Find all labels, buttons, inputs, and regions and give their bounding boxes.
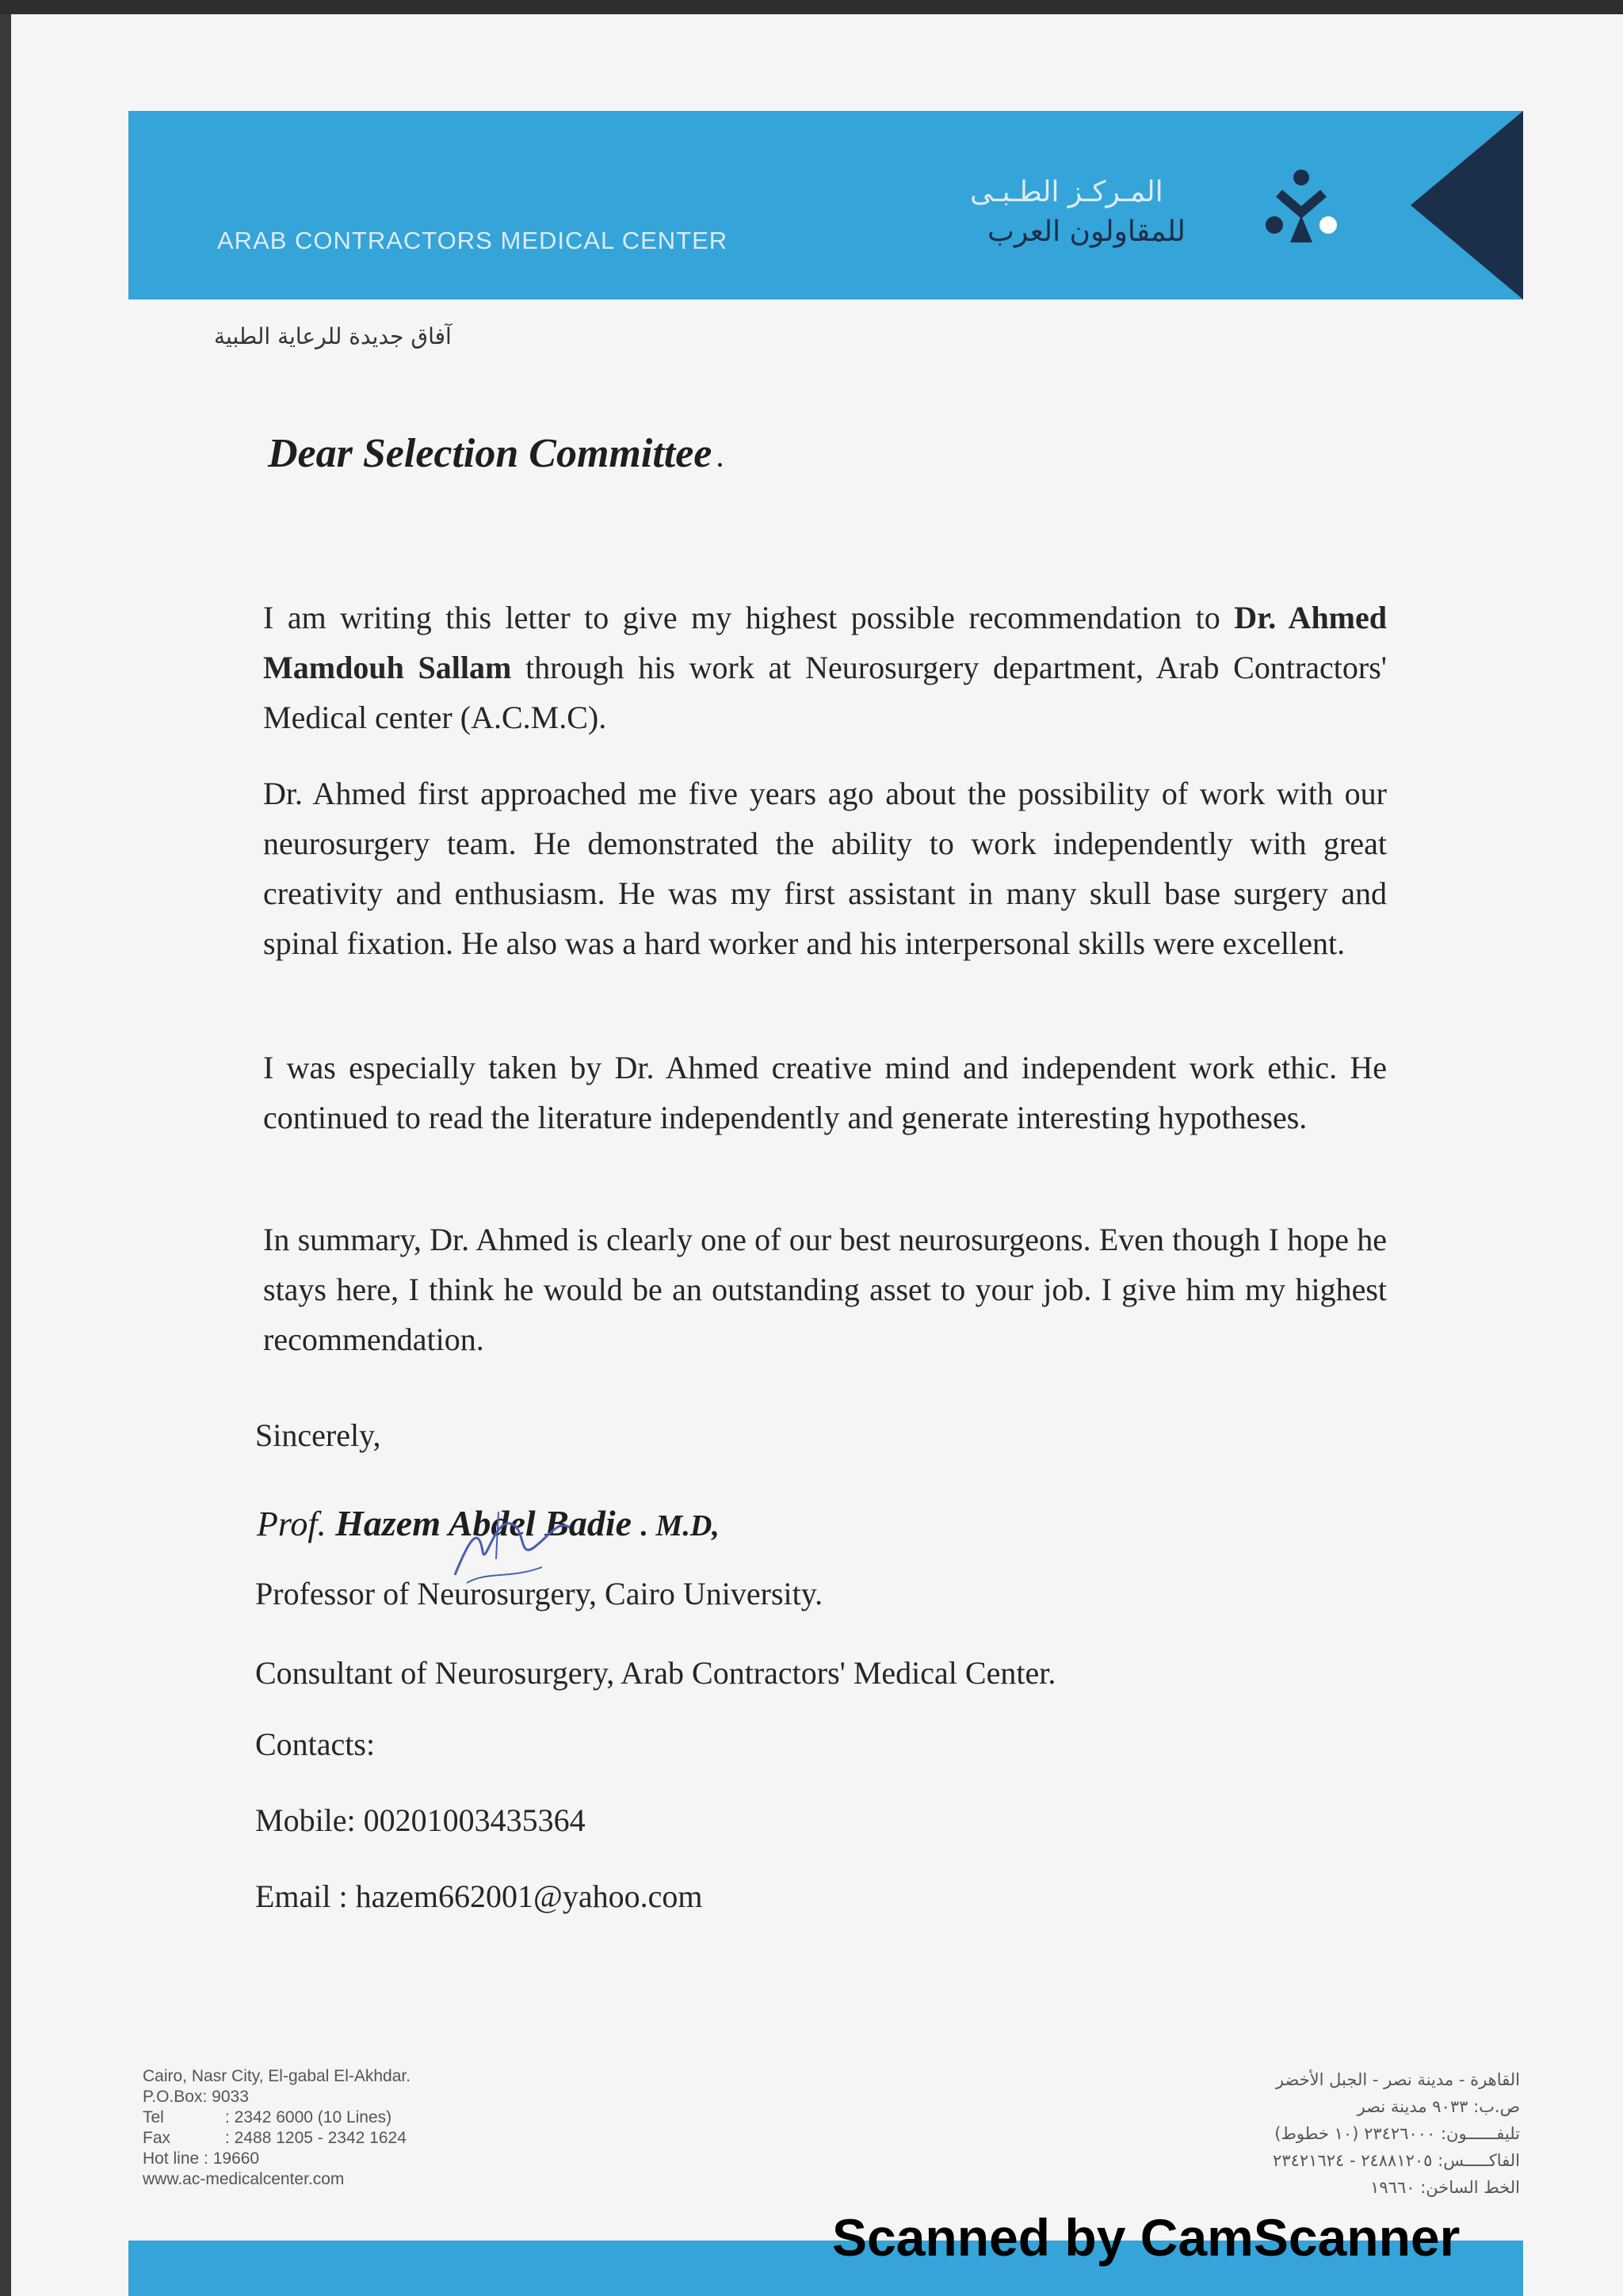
mobile-line: [255, 1802, 586, 1839]
paragraph-1-intro: I am writing this letter to give my highest possible recommendation to: [263, 600, 1220, 635]
footer-address-arabic: [1136, 2066, 1520, 2201]
candidate-name: Dr. Ahmed Mamdouh Sallam: [263, 600, 1388, 685]
letterhead-band: [128, 111, 1523, 299]
footer-website: www.ac-medicalcenter.com: [143, 2170, 345, 2188]
salutation-text: Dear Selection Committee: [268, 431, 712, 476]
footer-ar-line4: الفاكـــــس: ٢٤٨٨١٢٠٥ - ٢٣٤٢١٦٢٤: [1273, 2151, 1520, 2170]
paragraph-4: In summary, Dr. Ahmed is clearly one of our best neurosurgeons. Even though I hope he stays here, I think he would be an outstanding asset to your job. I give him my highest recommendation.: [263, 1222, 1387, 1357]
signer-title-2: Consultant of Neurosurgery, Arab Contractors' Medical Center.: [255, 1655, 1056, 1691]
footer-tel-value: : 2342 6000 (10 Lines): [225, 2108, 392, 2126]
mobile-label: Mobile:: [255, 1802, 356, 1838]
footer-tel-label: Tel: [143, 2108, 164, 2126]
footer-fax-value: : 2488 1205 - 2342 1624: [225, 2129, 407, 2147]
footer-ar-line3: تليفــــــون: ٢٣٤٢٦٠٠٠ (١٠ خطوط): [1274, 2124, 1520, 2143]
email-line: [255, 1878, 702, 1915]
footer-ar-line2: ص.ب: ٩٠٣٣ مدينة نصر: [1357, 2097, 1520, 2116]
paragraph-3: I was especially taken by Dr. Ahmed creative mind and independent work ethic. He continued to read the literature independently and generate interesting hypotheses.: [263, 1050, 1387, 1135]
footer-po-box: P.O.Box: 9033: [143, 2088, 249, 2106]
acmc-logo-icon: [1262, 166, 1341, 246]
paragraph-1: [263, 593, 1387, 742]
org-name-english: ARAB CONTRACTORS MEDICAL CENTER: [217, 227, 728, 254]
letterhead-chevron-decoration: [1411, 111, 1523, 299]
footer-fax-label: Fax: [143, 2129, 171, 2147]
signer-name: Hazem Abdel Badie: [335, 1503, 632, 1543]
footer-address: Cairo, Nasr City, El-gabal El-Akhdar.: [143, 2067, 411, 2085]
org-name-arabic-line2: للمقاولون العرب: [987, 215, 1186, 248]
footer-address-english: [143, 2066, 411, 2190]
letter-page: [11, 14, 1623, 2296]
email-address: hazem662001@yahoo.com: [355, 1878, 703, 1914]
signer-degree: . M.D,: [640, 1509, 720, 1543]
scan-edge: [0, 0, 1623, 14]
contacts-label: Contacts:: [255, 1726, 376, 1762]
scanner-watermark: Scanned by CamScanner: [832, 2208, 1461, 2267]
footer-tel: [143, 2107, 411, 2128]
org-name-arabic-line1: المـركـز الطـبـى: [970, 176, 1163, 208]
footer-ar-line5: الخط الساخن: ١٩٦٦٠: [1370, 2178, 1520, 2197]
footer-fax: [143, 2128, 411, 2149]
signer-prefix: Prof.: [257, 1505, 327, 1543]
closing: Sincerely,: [255, 1417, 381, 1453]
letterhead-tagline: آفاق جديدة للرعاية الطبية: [214, 323, 452, 349]
footer-ar-line1: القاهرة - مدينة نصر - الجبل الأخضر: [1275, 2070, 1520, 2089]
mobile-number: 00201003435364: [363, 1802, 586, 1838]
signer-title-1: Professor of Neurosurgery, Cairo University.: [255, 1576, 823, 1611]
salutation: Dear Selection Committee .: [268, 431, 724, 476]
email-label: Email :: [255, 1878, 348, 1914]
paragraph-2: Dr. Ahmed first approached me five years ago about the possibility of work with our neurosurgery team. He demonstrated the ability to work independently with great creativity and enthusiasm. He was my first assistant in many skull base surgery and spinal fixation. He also was a hard worker and his interpersonal skills were excellent.: [263, 776, 1387, 961]
footer-hotline: Hot line : 19660: [143, 2149, 260, 2168]
paragraph-1-rest: through his work at Neurosurgery department, Arab Contractors' Medical center (A.C.M.C).: [263, 650, 1388, 735]
